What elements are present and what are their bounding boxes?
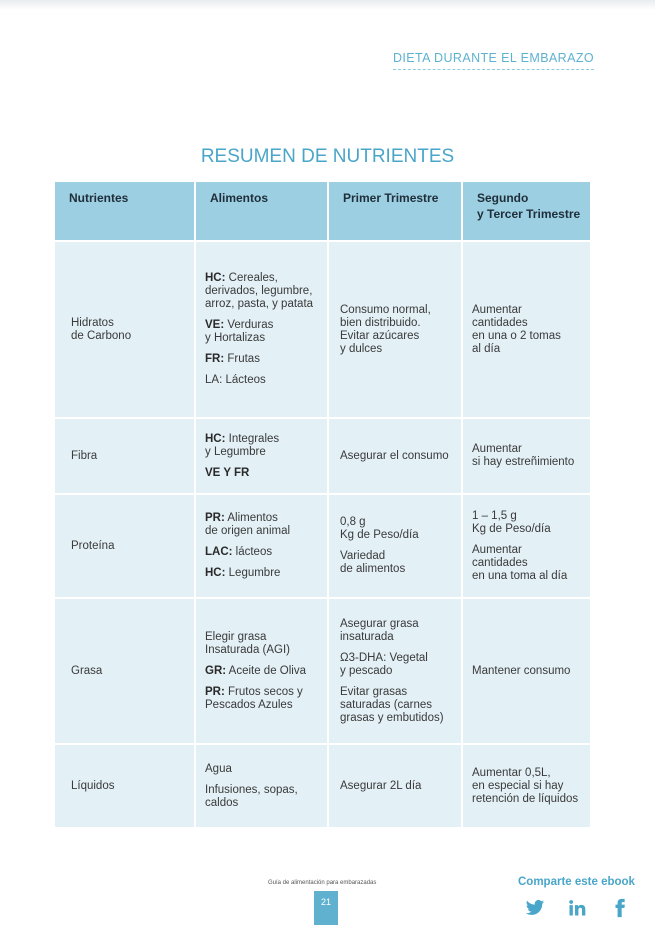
nutrients-table [55,182,584,827]
second-third-trimester-cell [463,745,590,827]
food-entry [205,665,317,678]
first-trimester-recommendation: Ω3-DHA: Vegetal y pescado [340,651,428,677]
twitter-icon[interactable] [525,898,547,920]
food-entry [205,763,317,776]
second-third-trimester-cell [463,242,590,417]
food-entry [205,631,317,657]
first-trimester-recommendation: Consumo normal, bien distribuido. Evitar azúcares y dulces [340,303,431,355]
food-description: Cereales, derivados, legumbre, arroz, pasta, y patata [205,272,314,310]
food-description: Aceite de Oliva [226,664,306,677]
food-code: VE: [205,319,225,331]
food-entry [205,353,317,366]
food-description: Infusiones, sopas, caldos [205,783,298,809]
first-trimester-cell [329,242,461,417]
food-description: Frutas [224,353,260,365]
nutrient-name-cell: Grasa [55,599,194,743]
facebook-icon[interactable] [610,898,632,920]
foods-cell [196,599,327,743]
first-trimester-recommendation: 0,8 g Kg de Peso/día [340,516,419,541]
linkedin-icon[interactable] [567,898,589,920]
first-trimester-recommendation: Asegurar grasa insaturada [340,617,419,643]
food-entry [205,567,317,580]
first-trimester-cell [329,495,461,597]
nutrient-name-cell: Hidratos de Carbono [55,242,194,417]
second-third-trimester-recommendation: Mantener consumo [472,664,571,677]
first-trimester-cell [329,599,461,743]
food-entry [205,546,317,559]
food-description: lácteos [232,546,273,558]
food-description: Alimentos de origen animal [205,512,291,537]
food-entry [205,686,317,712]
first-trimester-recommendation: Asegurar el consumo [340,449,449,462]
column-header-foods: Alimentos [196,182,327,240]
second-third-trimester-cell [463,495,590,597]
food-code: GR: [205,664,227,677]
second-third-trimester-cell [463,599,590,743]
first-trimester-cell [329,745,461,827]
food-description: Verduras y Hortalizas [205,319,274,344]
footer-guide-title: Guía de alimentación para embarazadas [268,880,377,886]
nutrient-name-cell: Líquidos [55,745,194,827]
page-number: 21 [314,891,338,925]
nutrient-name-cell: Fibra [55,419,194,493]
column-header-second-third-trimester: Segundo y Tercer Trimestre [463,182,590,240]
food-description: Elegir grasa Insaturada (AGI) [205,630,291,656]
food-code: HC: [205,567,226,579]
first-trimester-recommendation: Variedad de alimentos [340,550,406,575]
second-third-trimester-cell [463,419,590,493]
food-code: FR: [205,353,225,365]
food-entry [205,319,317,345]
first-trimester-cell [329,419,461,493]
food-description: Legumbre [225,567,281,579]
food-entry [205,272,317,311]
second-third-trimester-recommendation: Aumentar 0,5L, en especial si hay retención de líquidos [472,766,579,805]
foods-cell [196,745,327,827]
food-code: PR: [205,512,225,524]
food-code: VE Y FR [205,466,250,479]
food-entry [205,433,317,459]
food-description: Frutos secos y Pescados Azules [205,685,303,711]
column-header-nutrients: Nutrientes [55,182,194,240]
food-description: Agua [205,762,232,775]
page-top-edge [0,0,655,10]
second-third-trimester-recommendation: Aumentar cantidades en una o 2 tomas al día [472,303,561,355]
food-code: LAC: [205,546,233,558]
food-entry [205,512,317,538]
second-third-trimester-recommendation: Aumentar si hay estreñimiento [472,443,575,468]
second-third-trimester-recommendation: Aumentar cantidades en una toma al día [472,543,568,582]
section-header-title: DIETA DURANTE EL EMBARAZO [393,51,594,70]
second-third-trimester-recommendation: 1 – 1,5 g Kg de Peso/día [472,509,551,535]
first-trimester-recommendation: Asegurar 2L día [340,779,422,792]
foods-cell [196,419,327,493]
food-code: PR: [205,685,225,698]
nutrient-name-cell: Proteína [55,495,194,597]
column-header-first-trimester: Primer Trimestre [329,182,461,240]
share-ebook-label: Comparte este ebook [518,876,635,888]
food-entry [205,374,317,387]
first-trimester-recommendation: Evitar grasas saturadas (carnes grasas y embutidos) [340,685,444,724]
food-entry [205,784,317,810]
food-description: Integrales y Legumbre [205,432,280,458]
foods-cell [196,495,327,597]
food-description: LA: Lácteos [205,374,266,386]
foods-cell [196,242,327,417]
food-code: HC: [205,272,226,284]
food-code: HC: [205,432,226,445]
page-title: RESUMEN DE NUTRIENTES [200,146,455,167]
food-entry [205,467,317,480]
